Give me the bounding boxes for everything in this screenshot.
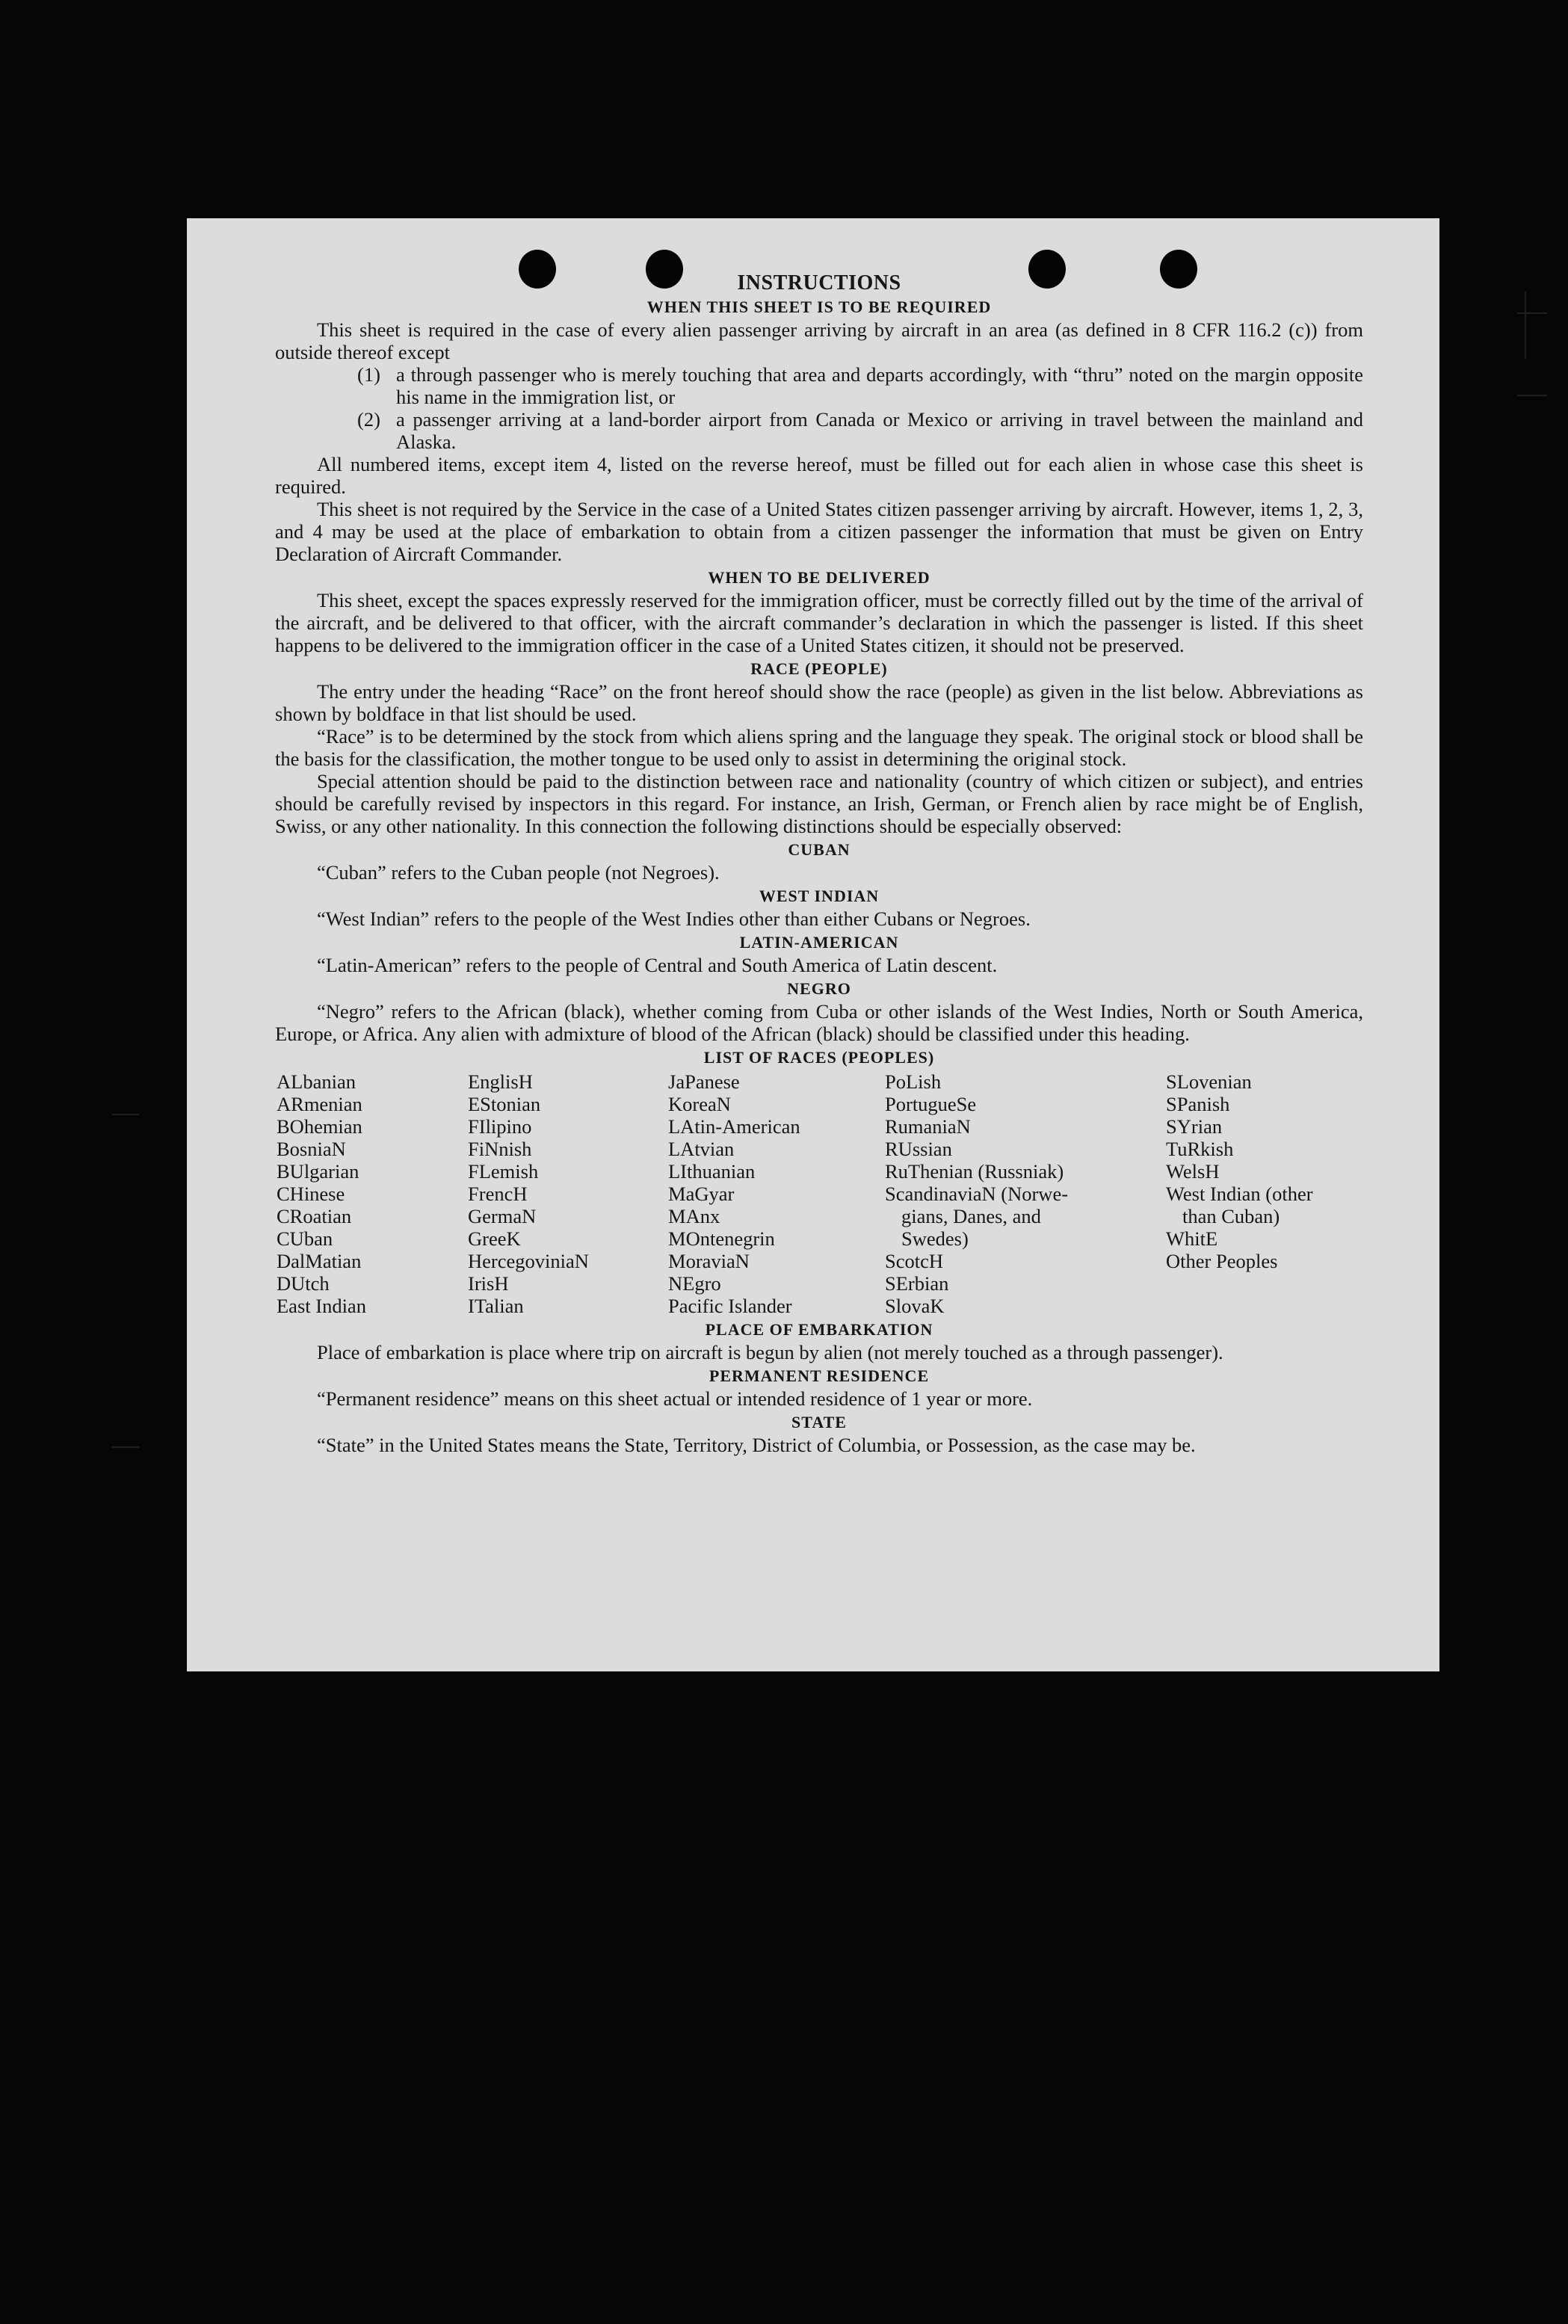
numbered-items-paragraph: All numbered items, except item 4, listed on the reverse hereof, must be filled out for each alien in whose case this sheet is required. (275, 453, 1363, 498)
race-item: ALbanian (277, 1070, 356, 1093)
race-item: MoraviaN (668, 1250, 750, 1272)
section-title-negro: NEGRO (787, 979, 851, 998)
race-item: SlovaK (885, 1295, 945, 1317)
race-item: ScandinaviaN (Norwe- (885, 1183, 1069, 1205)
race-item: IrisH (468, 1272, 509, 1295)
scan-artifact (1517, 395, 1547, 396)
state-definition: “State” in the United States means the State, Territory, District of Columbia, or Possession, as the case may be. (317, 1434, 1196, 1456)
when-required-intro: This sheet is required in the case of every alien passenger arriving by aircraft in an area (as defined in 8 CFR 116.2 (c)) from outside thereof except (275, 318, 1363, 363)
race-item: Pacific Islander (668, 1295, 792, 1317)
race-item-continuation: Swedes) (901, 1227, 969, 1250)
section-title-west-indian: WEST INDIAN (759, 887, 880, 905)
scan-artifact (112, 1446, 139, 1448)
scan-artifact (112, 1114, 139, 1115)
race-item: BOhemian (277, 1115, 362, 1138)
race-paragraph-1: The entry under the heading “Race” on the front hereof should show the race (people) as given in the list below. Abbreviations as shown by boldface in that list should be used. (275, 680, 1363, 725)
latin-american-definition: “Latin-American” refers to the people of Central and South America of Latin descent. (317, 954, 998, 976)
race-item: CUban (277, 1227, 333, 1250)
race-column (885, 1070, 1166, 1317)
list-of-races (277, 1070, 1363, 1317)
section-title-state: STATE (791, 1413, 847, 1431)
cuban-definition: “Cuban” refers to the Cuban people (not Negroes). (317, 861, 720, 884)
race-item: DUtch (277, 1272, 330, 1295)
race-item: KoreaN (668, 1093, 731, 1115)
exception-number: (1) (357, 363, 380, 386)
race-item: Other Peoples (1166, 1250, 1278, 1272)
race-item: CHinese (277, 1183, 345, 1205)
race-item: FrencH (468, 1183, 528, 1205)
race-item: ARmenian (277, 1093, 362, 1115)
race-item: EnglisH (468, 1070, 533, 1093)
exception-item (357, 363, 1363, 408)
section-title-cuban: CUBAN (788, 840, 851, 859)
race-item: WelsH (1166, 1160, 1220, 1183)
race-item: SLovenian (1166, 1070, 1252, 1093)
race-paragraph-3: Special attention should be paid to the distinction between race and nationality (country of which citizen or subject), and entries should be carefully revised by inspectors in this regard. For instance, an Irish, German, or French alien by race might be of English, Swiss, or any other nationality. In this connection the following distinctions should be especially observed: (275, 770, 1363, 837)
section-title-list-of-races: LIST OF RACES (PEOPLES) (703, 1048, 935, 1067)
race-item: RUssian (885, 1138, 952, 1160)
race-item: PortugueSe (885, 1093, 977, 1115)
exception-text: a passenger arriving at a land-border airport from Canada or Mexico or arriving in travel between the mainland and Alaska. (396, 408, 1363, 453)
section-title-latin-american: LATIN-AMERICAN (739, 933, 899, 952)
race-item-continuation: than Cuban) (1182, 1205, 1280, 1227)
punch-hole (1160, 250, 1197, 289)
race-item: FLemish (468, 1160, 539, 1183)
scan-artifact (1517, 312, 1547, 314)
race-item: NEgro (668, 1272, 721, 1295)
race-item: LIthuanian (668, 1160, 756, 1183)
section-title-place-of-embarkation: PLACE OF EMBARKATION (705, 1320, 933, 1339)
race-item: TuRkish (1166, 1138, 1234, 1160)
race-item: MAnx (668, 1205, 720, 1227)
race-item: GermaN (468, 1205, 537, 1227)
race-item: HercegoviniaN (468, 1250, 589, 1272)
section-title-permanent-residence: PERMANENT RESIDENCE (709, 1366, 930, 1385)
race-paragraph-2: “Race” is to be determined by the stock from which aliens spring and the language they speak. The original stock or blood shall be the basis for the classification, the mother tongue to be used only to assist in determining the original stock. (275, 725, 1363, 770)
race-item: RumaniaN (885, 1115, 971, 1138)
race-item: CRoatian (277, 1205, 352, 1227)
exception-text: a through passenger who is merely touching that area and departs accordingly, with “thru” noted on the margin opposite his name in the immigration list, or (396, 363, 1363, 408)
race-item: West Indian (other (1166, 1183, 1313, 1205)
race-item: RuThenian (Russniak) (885, 1160, 1064, 1183)
punch-hole (646, 250, 683, 289)
negro-definition: “Negro” refers to the African (black), whether coming from Cuba or other islands of the West Indies, North or South America, Europe, or Africa. Any alien with admixture of blood of the African (black) should be classified under this heading. (275, 1000, 1363, 1045)
race-item: BosniaN (277, 1138, 346, 1160)
race-column (468, 1070, 668, 1317)
race-column (1166, 1070, 1363, 1317)
race-item: SPanish (1166, 1093, 1230, 1115)
race-item: DalMatian (277, 1250, 362, 1272)
race-column (277, 1070, 468, 1317)
race-item: JaPanese (668, 1070, 740, 1093)
race-item: PoLish (885, 1070, 942, 1093)
race-item: GreeK (468, 1227, 521, 1250)
exception-item (357, 408, 1363, 453)
race-item: ScotcH (885, 1250, 944, 1272)
section-title-race: RACE (PEOPLE) (750, 659, 888, 678)
race-item: FiNnish (468, 1138, 532, 1160)
race-item-continuation: gians, Danes, and (901, 1205, 1041, 1227)
permanent-residence-definition: “Permanent residence” means on this sheet actual or intended residence of 1 year or more. (317, 1387, 1033, 1410)
citizen-paragraph: This sheet is not required by the Service in the case of a United States citizen passenger arriving by aircraft. However, items 1, 2, 3, and 4 may be used at the place of embarkation to obtain from a citizen passenger the information that must be given on Entry Declaration of Aircraft Commander. (275, 498, 1363, 565)
punch-hole (1028, 250, 1066, 289)
section-title-when-delivered: WHEN TO BE DELIVERED (708, 568, 930, 587)
race-item: EStonian (468, 1093, 541, 1115)
race-item: BUlgarian (277, 1160, 359, 1183)
west-indian-definition: “West Indian” refers to the people of the West Indies other than either Cubans or Negroes. (317, 907, 1031, 930)
race-item: FIlipino (468, 1115, 532, 1138)
race-item: MOntenegrin (668, 1227, 775, 1250)
race-item: LAtin-American (668, 1115, 800, 1138)
race-item: East Indian (277, 1295, 366, 1317)
exception-number: (2) (357, 408, 380, 431)
punch-hole (519, 250, 556, 289)
race-column (668, 1070, 885, 1317)
race-item: ITalian (468, 1295, 524, 1317)
race-item: WhitE (1166, 1227, 1218, 1250)
page-title: INSTRUCTIONS (737, 271, 901, 295)
race-item: SYrian (1166, 1115, 1223, 1138)
when-delivered-paragraph: This sheet, except the spaces expressly reserved for the immigration officer, must be correctly filled out by the time of the arrival of the aircraft, and be delivered to that officer, with the aircraft commander’s declaration in which the passenger is listed. If this sheet happens to be delivered to the immigration officer in the case of a United States citizen, it should not be preserved. (275, 589, 1363, 656)
race-item: SErbian (885, 1272, 949, 1295)
scan-artifact (1525, 292, 1526, 359)
place-of-embarkation-definition: Place of embarkation is place where trip on aircraft is begun by alien (not merely touched as a through passenger). (317, 1341, 1223, 1363)
section-title-when-required: WHEN THIS SHEET IS TO BE REQUIRED (646, 298, 992, 316)
race-item: LAtvian (668, 1138, 735, 1160)
instruction-sheet (187, 218, 1439, 1671)
race-item: MaGyar (668, 1183, 735, 1205)
